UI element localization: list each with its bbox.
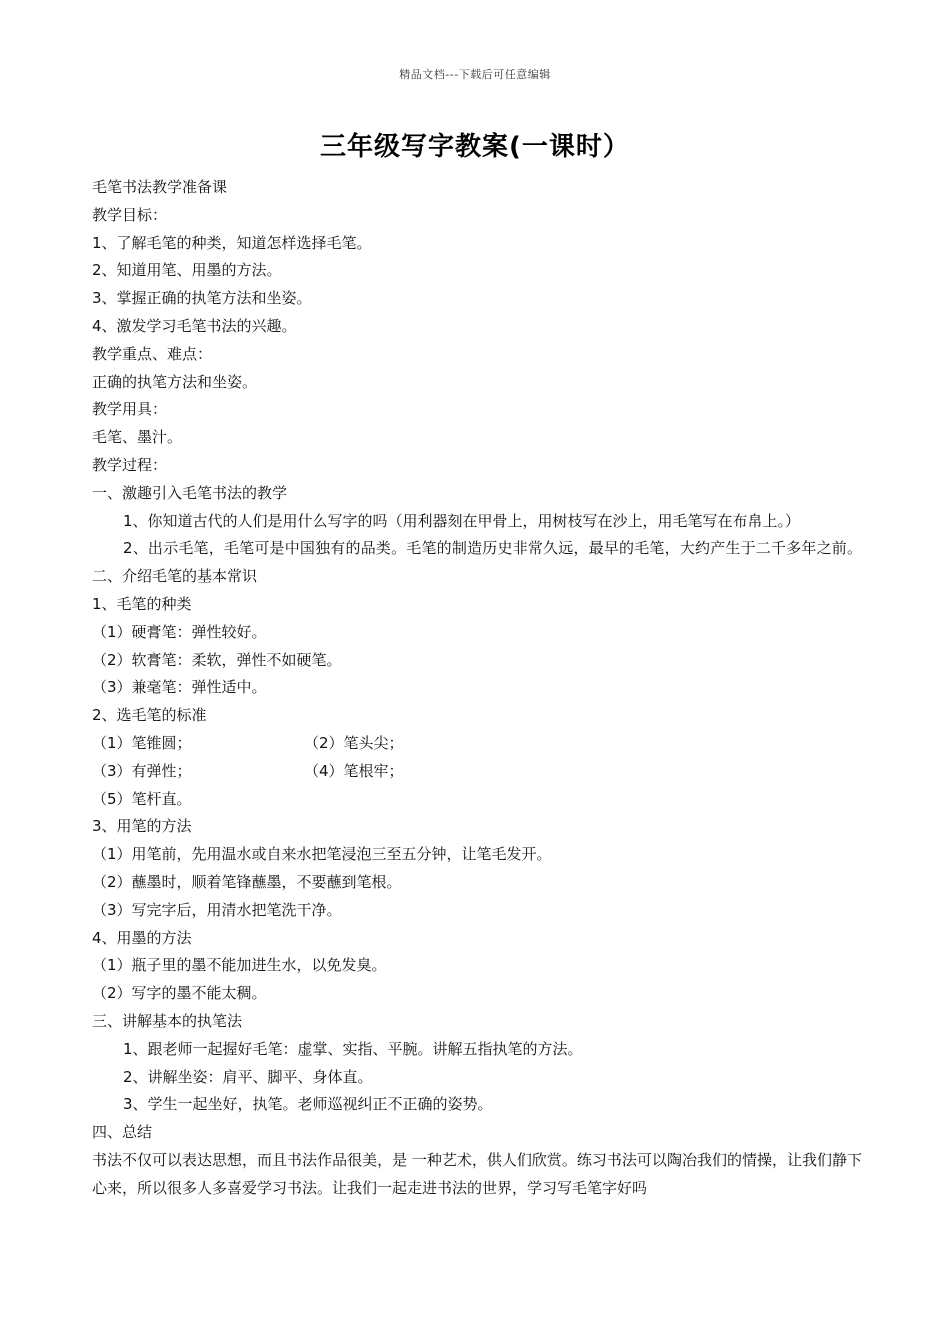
list-item: （3）写完字后，用清水把笔洗干净。 — [92, 900, 342, 919]
summary-paragraph: 书法不仅可以表达思想，而且书法作品很美，是 一种艺术，供人们欣赏。练习书法可以陶冶我们的情操，让我们静下心来，所以很多人多喜爱学习书法。让我们一起走进书法的世界，学习写毛笔字好吗 — [92, 1150, 862, 1197]
criteria-row — [92, 730, 862, 758]
list-item: （2）笔头尖； — [304, 733, 404, 752]
list-item: （3）有弹性； — [92, 761, 192, 780]
part-one-heading: 一、激趣引入毛笔书法的教学 — [92, 483, 288, 502]
list-item: 3、学生一起坐好，执笔。老师巡视纠正不正确的姿势。 — [123, 1095, 493, 1114]
objective-item: 1、了解毛笔的种类，知道怎样选择毛笔。 — [92, 233, 372, 252]
list-item: 2、讲解坐姿：肩平、脚平、身体直。 — [123, 1067, 373, 1086]
section-heading-key-points: 教学重点、难点： — [92, 344, 213, 363]
part-four-heading: 四、总结 — [92, 1123, 153, 1142]
part-three-heading: 三、讲解基本的执笔法 — [92, 1011, 243, 1030]
tools-text: 毛笔、墨汁。 — [92, 428, 183, 447]
document-body — [92, 174, 862, 1202]
list-heading-brush-usage: 3、用笔的方法 — [92, 817, 192, 836]
list-item: （1）瓶子里的墨不能加进生水，以免发臭。 — [92, 956, 387, 975]
list-heading-ink-usage: 4、用墨的方法 — [92, 928, 192, 947]
paragraph-ancient-writing: 1、你知道古代的人们是用什么写字的吗（用利器刻在甲骨上，用树枝写在沙上，用毛笔写在布帛上。） — [123, 511, 801, 530]
page-header: 精品文档---下载后可任意编辑 — [399, 68, 551, 81]
section-heading-objectives: 教学目标： — [92, 205, 168, 224]
list-item: （1）笔锥圆； — [92, 733, 192, 752]
list-item: （2）软膏笔：柔软，弹性不如硬笔。 — [92, 650, 342, 669]
subtitle-line: 毛笔书法教学准备课 — [92, 178, 228, 196]
list-item: （2）蘸墨时，顺着笔锋蘸墨，不要蘸到笔根。 — [92, 872, 402, 891]
key-points-text: 正确的执笔方法和坐姿。 — [92, 372, 258, 391]
document-title: 三年级写字教案(一课时） — [320, 132, 630, 162]
section-heading-process: 教学过程： — [92, 455, 168, 474]
list-heading-brush-types: 1、毛笔的种类 — [92, 594, 192, 613]
list-item: （4）笔根牢； — [304, 761, 404, 780]
section-heading-tools: 教学用具： — [92, 400, 168, 419]
objective-item: 2、知道用笔、用墨的方法。 — [92, 261, 282, 280]
list-item: （1）硬膏笔：弹性较好。 — [92, 622, 267, 641]
criteria-row — [92, 758, 862, 786]
list-item: （3）兼毫笔：弹性适中。 — [92, 678, 267, 697]
list-item: （1）用笔前，先用温水或自来水把笔浸泡三至五分钟，让笔毛发开。 — [92, 845, 552, 864]
list-item: 1、跟老师一起握好毛笔：虚掌、实指、平腕。讲解五指执笔的方法。 — [123, 1039, 583, 1058]
list-item: （5）笔杆直。 — [92, 789, 192, 808]
list-item: （2）写字的墨不能太稠。 — [92, 984, 267, 1003]
objective-item: 4、激发学习毛笔书法的兴趣。 — [92, 316, 297, 335]
paragraph-brush-history: 2、出示毛笔，毛笔可是中国独有的品类。毛笔的制造历史非常久远，最早的毛笔，大约产生于二千多年之前。二、介绍毛笔的基本常识 — [92, 539, 862, 586]
list-heading-brush-criteria: 2、选毛笔的标准 — [92, 706, 207, 725]
objective-item: 3、掌握正确的执笔方法和坐姿。 — [92, 289, 312, 308]
